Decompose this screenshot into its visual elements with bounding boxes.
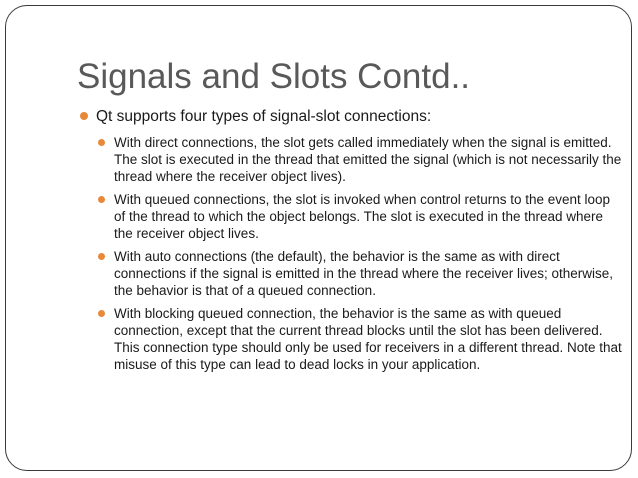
sub-bullet-queued-connection bbox=[98, 191, 624, 242]
sub-bullet-text: With direct connections, the slot gets called immediately when the signal is emitted. The slot is executed in the thread that emitted the signal (which is not necessarily the thread where the receiver object lives). bbox=[114, 135, 622, 184]
bullet-dot-icon bbox=[98, 253, 105, 260]
slide-frame bbox=[5, 5, 632, 471]
sub-bullet-text: With blocking queued connection, the behavior is the same as with queued connection, except that the current thread blocks until the slot has been delivered. This connection type should only be used for receivers in a different thread. Note that misuse of this type can lead to dead locks in your application. bbox=[114, 306, 622, 372]
sub-bullet-list bbox=[96, 134, 620, 373]
sub-bullet-text: With queued connections, the slot is invoked when control returns to the event loop of the thread to which the object belongs. The slot is executed in the thread where the receiver object lives. bbox=[114, 192, 611, 241]
bullet-dot-icon bbox=[80, 112, 88, 120]
sub-bullet-blocking-queued-connection bbox=[98, 305, 624, 373]
main-bullet-text: Qt supports four types of signal-slot connections: bbox=[96, 108, 432, 125]
main-bullet bbox=[80, 107, 620, 373]
sub-bullet-direct-connection bbox=[98, 134, 624, 185]
main-bullet-list bbox=[80, 107, 620, 379]
sub-bullet-auto-connection bbox=[98, 248, 624, 299]
bullet-dot-icon bbox=[98, 196, 105, 203]
sub-bullet-text: With auto connections (the default), the behavior is the same as with direct connections if the signal is emitted in the thread where the receiver lives; otherwise, the behavior is that of a queued connection. bbox=[114, 249, 614, 298]
slide-title: Signals and Slots Contd.. bbox=[77, 57, 471, 96]
bullet-dot-icon bbox=[98, 139, 105, 146]
bullet-dot-icon bbox=[98, 310, 105, 317]
